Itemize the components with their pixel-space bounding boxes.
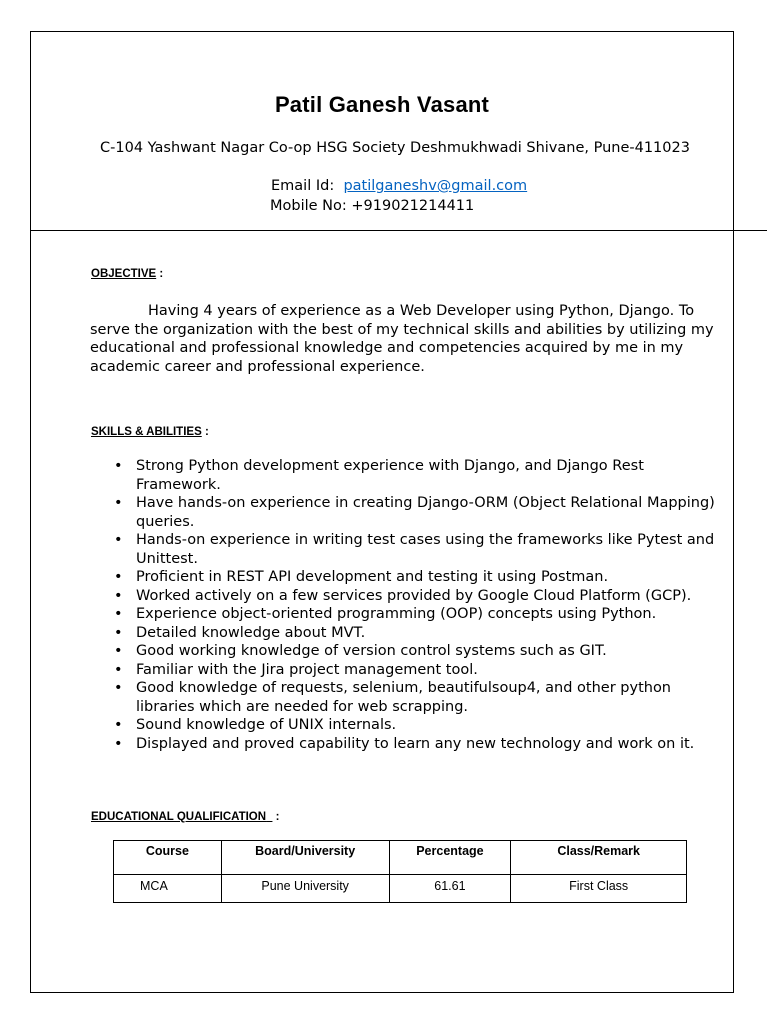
column-header: Percentage: [389, 841, 511, 875]
address: C-104 Yashwant Nagar Co-op HSG Society Deshmukhwadi Shivane, Pune-411023: [100, 140, 690, 156]
column-header: Class/Remark: [511, 841, 687, 875]
skills-list: [114, 457, 724, 753]
column-header: Course: [114, 841, 222, 875]
list-item: • Detailed knowledge about MVT.: [114, 624, 724, 643]
candidate-name: Patil Ganesh Vasant: [274, 92, 490, 117]
education-table: [113, 840, 687, 903]
list-item: • Good working knowledge of version control systems such as GIT.: [114, 642, 724, 661]
mobile-number: +919021214411: [351, 198, 475, 214]
email-link[interactable]: patilganeshv@gmail.com: [343, 178, 528, 194]
table-cell: 61.61: [389, 875, 511, 903]
list-item: • Displayed and proved capability to learn any new technology and work on it.: [114, 735, 724, 754]
mobile-label: Mobile No:: [270, 198, 347, 214]
list-item: • Hands-on experience in writing test cases using the frameworks like Pytest and Unittest.: [114, 531, 724, 568]
skills-heading: SKILLS & ABILITIES :: [91, 426, 209, 438]
objective-heading: OBJECTIVE :: [91, 268, 164, 280]
email-label: Email Id:: [271, 178, 335, 194]
table-cell: MCA: [114, 875, 222, 903]
list-item: • Experience object-oriented programming (OOP) concepts using Python.: [114, 605, 724, 624]
list-item: • Good knowledge of requests, selenium, beautifulsoup4, and other python libraries which are needed for web scrapping.: [114, 679, 724, 716]
table-row: [114, 875, 687, 903]
table-cell: First Class: [511, 875, 687, 903]
mobile-line: [270, 198, 474, 214]
objective-text: Having 4 years of experience as a Web Developer using Python, Django. To serve the organization with the best of my technical skills and abilities by utilizing my educational and professional knowledge and competencies acquired by me in my academic career and professional experience.: [90, 303, 714, 375]
list-item: • Have hands-on experience in creating Django-ORM (Object Relational Mapping) queries.: [114, 494, 724, 531]
list-item: • Proficient in REST API development and testing it using Postman.: [114, 568, 724, 587]
column-header: Board/University: [221, 841, 389, 875]
list-item: • Worked actively on a few services provided by Google Cloud Platform (GCP).: [114, 587, 724, 606]
email-line: [271, 178, 527, 194]
resume-page: [30, 31, 734, 993]
list-item: • Familiar with the Jira project management tool.: [114, 661, 724, 680]
table-cell: Pune University: [221, 875, 389, 903]
list-item: • Sound knowledge of UNIX internals.: [114, 716, 724, 735]
table-header-row: [114, 841, 687, 875]
list-item: • Strong Python development experience with Django, and Django Rest Framework.: [114, 457, 724, 494]
education-heading: EDUCATIONAL QUALIFICATION :: [91, 811, 280, 823]
header-divider: [31, 230, 767, 231]
